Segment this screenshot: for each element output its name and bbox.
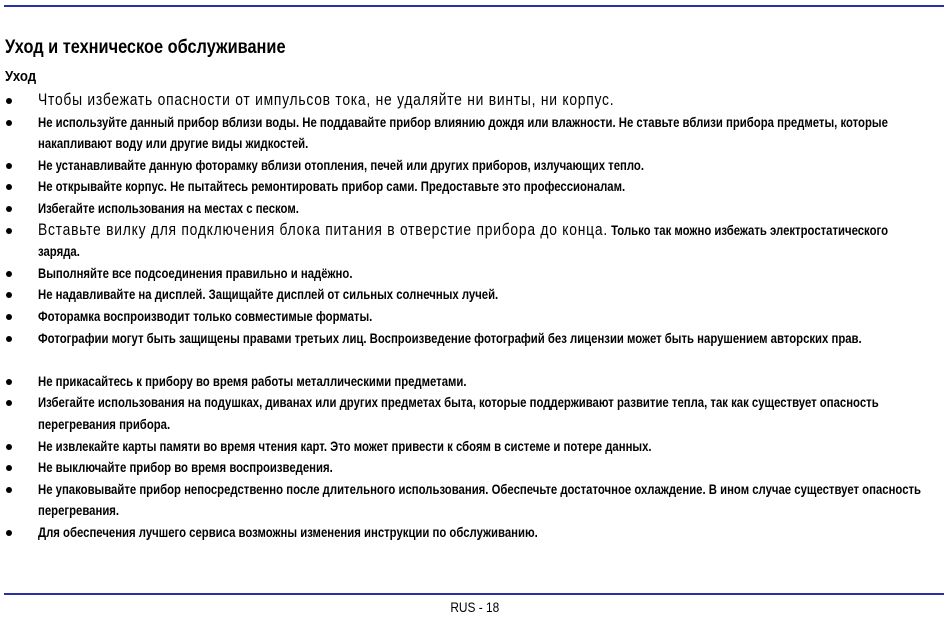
item-text: Не открывайте корпус. Не пытайтесь ремонтировать прибор сами. Предоставьте это профессионалам. — [38, 179, 626, 195]
bullet-icon — [6, 184, 12, 190]
bottom-rule — [4, 593, 944, 595]
item-text: Не упаковывайте прибор непосредственно после длительного использования. Обеспечьте достаточное охлаждение. В ином случае существует опасность перегревания. — [38, 481, 922, 519]
page-footer — [0, 599, 950, 615]
section-heading: Уход — [5, 68, 37, 85]
list-item — [0, 392, 950, 435]
list-item — [0, 436, 950, 458]
item-text: Не устанавливайте данную фоторамку вблизи отопления, печей или других приборов, излучающих тепло. — [38, 157, 645, 173]
list-item — [0, 176, 950, 198]
bullet-icon — [6, 120, 12, 126]
bullet-icon — [6, 465, 12, 471]
bullet-icon — [6, 314, 12, 320]
bullet-icon — [6, 444, 12, 450]
bullet-icon — [6, 206, 12, 212]
list-item — [0, 155, 950, 177]
list-item — [0, 263, 950, 285]
bullet-icon — [6, 530, 12, 536]
list-item — [0, 371, 950, 393]
page-number: RUS - 18 — [450, 599, 500, 615]
list-item — [0, 284, 950, 306]
page-title: Уход и техническое обслуживание — [5, 37, 286, 58]
item-text: Избегайте использования на местах с песком. — [38, 200, 299, 216]
item-text: Только так можно избежать электростатического заряда. — [38, 222, 889, 260]
bullet-icon — [6, 228, 12, 234]
care-instructions-list — [0, 90, 950, 543]
list-item — [0, 306, 950, 328]
item-text: Не извлекайте карты памяти во время чтения карт. Это может привести к сбоям в системе и потере данных. — [38, 438, 652, 454]
item-text: Для обеспечения лучшего сервиса возможны изменения инструкции по обслуживанию. — [38, 524, 538, 540]
list-item — [0, 112, 950, 155]
top-rule — [4, 5, 944, 7]
item-text: Не надавливайте на дисплей. Защищайте дисплей от сильных солнечных лучей. — [38, 287, 499, 303]
bullet-icon — [6, 379, 12, 385]
list-item — [0, 90, 950, 112]
item-text-large: Вставьте вилку для подключения блока питания в отверстие прибора до конца. — [38, 220, 608, 239]
bullet-icon — [6, 487, 12, 493]
list-item — [0, 479, 950, 522]
bullet-icon — [6, 271, 12, 277]
list-item — [0, 457, 950, 479]
item-text: Выполняйте все подсоединения правильно и надёжно. — [38, 265, 353, 281]
bullet-icon — [6, 336, 12, 342]
bullet-icon — [6, 400, 12, 406]
list-item — [0, 198, 950, 220]
item-text: Фоторамка воспроизводит только совместимые форматы. — [38, 308, 373, 324]
item-text: Не прикасайтесь к прибору во время работы металлическими предметами. — [38, 373, 467, 389]
item-text: Фотографии могут быть защищены правами третьих лиц. Воспроизведение фотографий без лицензии может быть нарушением авторских прав. — [38, 330, 862, 346]
bullet-icon — [6, 292, 12, 298]
list-item — [0, 328, 950, 371]
item-text: Не выключайте прибор во время воспроизведения. — [38, 460, 333, 476]
list-item — [0, 522, 950, 544]
item-text: Избегайте использования на подушках, диванах или других предметах быта, которые поддерживают развитие тепла, так как существует опасность перегревания прибора. — [38, 395, 879, 432]
list-item — [0, 220, 950, 263]
bullet-icon — [6, 163, 12, 169]
bullet-icon — [6, 98, 12, 104]
item-text-large: Чтобы избежать опасности от импульсов тока, не удаляйте ни винты, ни корпус. — [38, 91, 615, 109]
item-text: Не используйте данный прибор вблизи воды. Не поддавайте прибор влиянию дождя или влажности. Не ставьте вблизи прибора предметы, которые накапливают воду или другие виды жидкостей. — [38, 114, 888, 152]
